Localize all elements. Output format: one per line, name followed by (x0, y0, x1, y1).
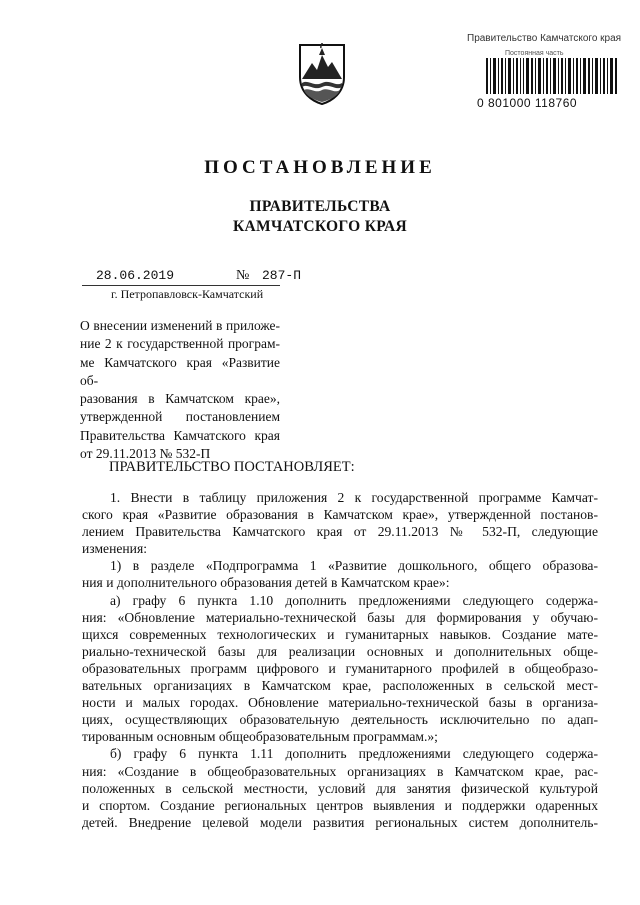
subject-line: утвержденной постановлением (80, 409, 280, 425)
decree-statement: ПРАВИТЕЛЬСТВО ПОСТАНОВЛЯЕТ: (109, 459, 355, 475)
body-line: ского края «Развитие образования в Камчатском крае», утвержденной постанов- (82, 507, 598, 523)
body-line: ния: «Обновление материально-технической базы для формирования у обучаю- (82, 609, 598, 625)
subject-line: ние 2 к государственной програм- (80, 336, 280, 352)
subject-line: от 29.11.2013 № 532-П (80, 446, 211, 462)
barcode (486, 58, 618, 94)
body-line: тированным основным общеобразовательным программам.»; (82, 729, 438, 745)
coat-of-arms-emblem (298, 43, 346, 105)
body-line: риально-технической базы для реализации основных и дополнительных обще- (82, 643, 598, 659)
body-line: 1. Внести в таблицу приложения 2 к государственной программе Камчат- (110, 490, 598, 505)
subject-line: разования в Камчатском крае», (80, 391, 280, 407)
body-line: ния: «Создание в общеобразовательных организациях в Камчатском крае, рас- (82, 763, 598, 779)
body-line: 1) в разделе «Подпрограмма 1 «Развитие дошкольного, общего образова- (110, 558, 598, 574)
body-line: положенных в сельской местности, условий для занятия физической культурой (82, 780, 598, 796)
body-line: лением Правительства Камчатского края от 29.11.2013 № 532-П, следующие (82, 524, 598, 540)
stamp-subtitle: Постоянная часть (505, 50, 564, 57)
subject-block (80, 317, 280, 463)
city: г. Петропавловск-Камчатский (111, 287, 264, 301)
body-line: щихся современных технологических и гуманитарных навыков. Создание мате- (82, 626, 598, 642)
subject-line: Правительства Камчатского края (80, 427, 280, 443)
date-underline (82, 285, 280, 286)
number-sign: № (236, 268, 250, 283)
issuing-body-line2: КАМЧАТСКОГО КРАЯ (232, 218, 408, 235)
barcode-number: 0 801000 118760 (477, 96, 578, 110)
document-date: 28.06.2019 (96, 268, 175, 283)
stamp-organization: Правительство Камчатского края (467, 33, 622, 44)
body-line: вательных организациях в Камчатском крае, расположенных в сельской мест- (82, 678, 598, 694)
body-line: циях, осуществляющих образовательную деятельность исключительно по адап- (82, 712, 598, 728)
subject-line: ме Камчатского края «Развитие об- (80, 354, 280, 388)
body-line: ности и малых городах. Обновление материально-технической базы в организа- (82, 695, 598, 711)
body-line: б) графу 6 пункта 1.11 дополнить предложениями следующего содержа- (110, 746, 598, 762)
document-body (82, 489, 598, 831)
body-line: а) графу 6 пункта 1.10 дополнить предложениями следующего содержа- (110, 592, 598, 608)
document-number: 287-П (262, 268, 302, 283)
body-line: ния и дополнительного образования детей в Камчатском крае»: (82, 575, 450, 591)
body-line: изменения: (82, 541, 147, 557)
body-line: и спортом. Создание региональных центров выявления и поддержки одаренных (82, 797, 598, 813)
body-line: образовательных программ цифрового и гуманитарного профилей в общеобразо- (82, 660, 598, 676)
issuing-body-line1: ПРАВИТЕЛЬСТВА (249, 198, 391, 215)
body-line: детей. Внедрение целевой модели развития региональных систем дополнитель- (82, 814, 598, 830)
subject-line: О внесении изменений в приложе- (80, 318, 280, 333)
document-title: ПОСТАНОВЛЕНИЕ (204, 157, 436, 178)
